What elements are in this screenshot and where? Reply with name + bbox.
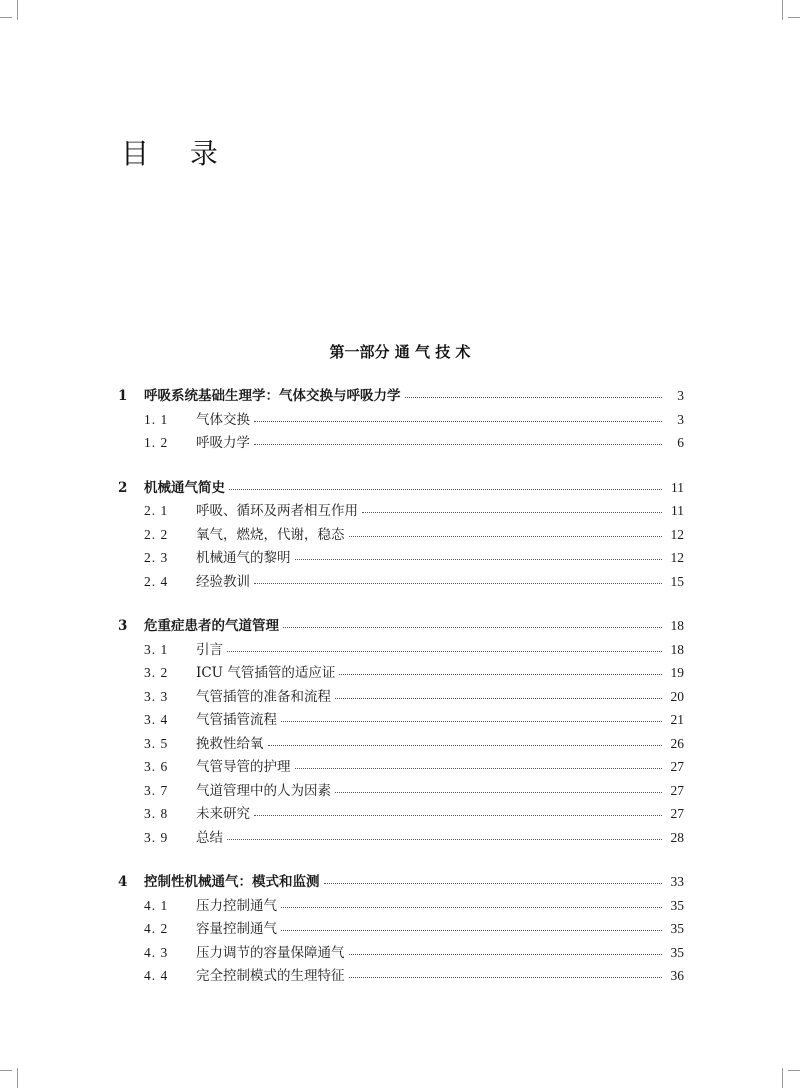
toc-entry-page: 18	[670, 641, 684, 657]
toc-entry-title: 气管导管的护理	[196, 759, 291, 775]
toc-section-entry[interactable]	[118, 826, 684, 850]
toc-entry-title: 气体交换	[196, 411, 250, 428]
crop-mark-bottom-left-h	[0, 1070, 12, 1071]
toc-entry-page: 35	[670, 944, 684, 960]
toc-entry-page: 15	[670, 573, 684, 589]
toc-entry-page: 19	[670, 665, 684, 680]
toc-chapter-entry[interactable]	[118, 384, 684, 408]
toc-chapter	[118, 870, 684, 988]
crop-mark-top-right-h	[788, 17, 800, 18]
toc-entry-number: 3. 6	[144, 759, 169, 774]
toc-entry-page: 21	[670, 712, 684, 727]
toc-entry-page: 27	[670, 806, 684, 821]
toc-entry-number: 3. 1	[144, 641, 169, 657]
toc-entry-number: 4. 2	[144, 921, 169, 936]
dot-leader	[349, 976, 663, 978]
toc-section-entry[interactable]	[118, 708, 684, 732]
toc-entry-page: 35	[670, 921, 684, 936]
toc-section-entry[interactable]	[118, 431, 684, 455]
toc-entry-number: 3. 3	[144, 688, 169, 704]
toc-entry-page: 36	[670, 968, 684, 983]
toc-entry-title: 气管插管流程	[196, 712, 277, 728]
toc-entry-number: 1	[118, 388, 128, 404]
toc-section-entry[interactable]	[118, 685, 684, 709]
crop-mark-bottom-left	[17, 1068, 18, 1088]
toc-entry-page: 11	[671, 479, 684, 495]
toc-entry-page: 35	[670, 897, 684, 913]
toc-entry-page: 28	[670, 829, 684, 845]
toc-entry-number: 3. 9	[144, 829, 169, 845]
toc-entry-title: 引言	[196, 641, 223, 658]
toc-section-entry[interactable]	[118, 732, 684, 756]
toc-entry-title: ICU 气管插管的适应证	[196, 665, 336, 681]
toc-entry-page: 27	[670, 759, 684, 774]
toc-section-entry[interactable]	[118, 661, 684, 685]
toc-entry-page: 27	[670, 782, 684, 798]
toc-entry-number: 3. 8	[144, 806, 169, 821]
dot-leader	[268, 744, 663, 746]
toc-entry-title: 经验教训	[196, 573, 250, 590]
toc-entry-page: 26	[670, 735, 684, 751]
toc-entry-title: 挽救性给氧	[196, 735, 264, 752]
toc-section-entry[interactable]	[118, 964, 684, 988]
table-of-contents	[118, 384, 684, 1009]
toc-section-entry[interactable]	[118, 779, 684, 803]
toc-entry-number: 3. 4	[144, 712, 169, 727]
toc-entry-page: 3	[677, 411, 684, 427]
toc-entry-number: 3. 7	[144, 782, 169, 798]
toc-entry-title: 气管插管的准备和流程	[196, 688, 331, 705]
toc-chapter	[118, 476, 684, 594]
dot-leader	[229, 488, 662, 490]
toc-entry-number: 2. 4	[144, 573, 169, 589]
crop-mark-top-right	[782, 0, 783, 20]
toc-section-entry[interactable]	[118, 638, 684, 662]
toc-entry-number: 1. 1	[144, 411, 169, 427]
toc-entry-title: 机械通气简史	[144, 479, 225, 496]
toc-entry-page: 12	[670, 526, 684, 542]
page-title: 目 录	[121, 137, 234, 170]
toc-entry-title: 机械通气的黎明	[196, 550, 291, 566]
toc-entry-title: 呼吸力学	[196, 435, 250, 451]
dot-leader	[362, 511, 662, 513]
toc-entry-title: 压力调节的容量保障通气	[196, 944, 345, 961]
toc-entry-number: 3. 2	[144, 665, 169, 680]
dot-leader	[281, 720, 662, 722]
toc-entry-number: 4. 1	[144, 897, 169, 913]
toc-entry-title: 完全控制模式的生理特征	[196, 968, 345, 984]
dot-leader	[254, 814, 662, 816]
toc-entry-title: 控制性机械通气：模式和监测	[144, 874, 320, 890]
toc-entry-page: 11	[671, 503, 684, 518]
toc-section-entry[interactable]	[118, 894, 684, 918]
toc-entry-title: 氧气，燃烧，代谢，稳态	[196, 526, 345, 543]
dot-leader	[349, 535, 663, 537]
dot-leader	[324, 882, 663, 884]
crop-mark-bottom-right	[782, 1068, 783, 1088]
toc-entry-title: 总结	[196, 829, 223, 846]
toc-entry-page: 18	[670, 618, 684, 633]
toc-entry-number: 3	[118, 618, 128, 634]
toc-entry-number: 4. 4	[144, 968, 169, 983]
crop-mark-top-left-h	[0, 17, 12, 18]
toc-entry-number: 2. 3	[144, 550, 169, 565]
dot-leader	[254, 582, 662, 584]
toc-entry-title: 危重症患者的气道管理	[144, 618, 279, 634]
toc-entry-page: 3	[677, 388, 684, 403]
toc-section-entry[interactable]	[118, 408, 684, 432]
toc-entry-title: 未来研究	[196, 806, 250, 822]
dot-leader	[335, 791, 662, 793]
dot-leader	[281, 929, 662, 931]
toc-chapter	[118, 614, 684, 849]
dot-leader	[254, 420, 662, 422]
toc-entry-title: 容量控制通气	[196, 921, 277, 937]
dot-leader	[349, 953, 663, 955]
toc-entry-title: 气道管理中的人为因素	[196, 782, 331, 799]
crop-mark-bottom-right-h	[788, 1070, 800, 1071]
dot-leader	[339, 673, 662, 675]
toc-entry-number: 2. 2	[144, 526, 169, 542]
toc-section-entry[interactable]	[118, 755, 684, 779]
toc-section-entry[interactable]	[118, 802, 684, 826]
toc-entry-number: 1. 2	[144, 435, 169, 450]
toc-entry-page: 20	[670, 688, 684, 704]
dot-leader	[295, 767, 663, 769]
toc-entry-page: 6	[677, 435, 684, 450]
dot-leader	[405, 396, 663, 398]
toc-section-entry[interactable]	[118, 523, 684, 547]
dot-leader	[227, 838, 662, 840]
toc-entry-page: 33	[670, 874, 684, 889]
dot-leader	[295, 558, 663, 560]
toc-entry-page: 12	[670, 550, 684, 565]
toc-entry-number: 3. 5	[144, 735, 169, 751]
crop-mark-top-left	[17, 0, 18, 20]
dot-leader	[281, 906, 662, 908]
toc-chapter-entry[interactable]	[118, 870, 684, 894]
toc-section-entry[interactable]	[118, 570, 684, 594]
toc-chapter-entry[interactable]	[118, 614, 684, 638]
part-title: 第一部分 通 气 技 术	[329, 343, 471, 361]
toc-entry-number: 2	[118, 479, 128, 496]
toc-entry-title: 呼吸系统基础生理学：气体交换与呼吸力学	[144, 388, 401, 404]
toc-entry-number: 2. 1	[144, 503, 169, 518]
toc-entry-title: 压力控制通气	[196, 897, 277, 914]
toc-entry-number: 4	[118, 874, 128, 890]
dot-leader	[283, 626, 662, 628]
toc-section-entry[interactable]	[118, 499, 684, 523]
toc-entry-title: 呼吸、循环及两者相互作用	[196, 503, 358, 519]
toc-chapter-entry[interactable]	[118, 476, 684, 500]
toc-section-entry[interactable]	[118, 941, 684, 965]
dot-leader	[254, 443, 662, 445]
toc-section-entry[interactable]	[118, 917, 684, 941]
dot-leader	[335, 697, 662, 699]
toc-entry-number: 4. 3	[144, 944, 169, 960]
dot-leader	[227, 650, 662, 652]
toc-section-entry[interactable]	[118, 546, 684, 570]
toc-chapter	[118, 384, 684, 455]
